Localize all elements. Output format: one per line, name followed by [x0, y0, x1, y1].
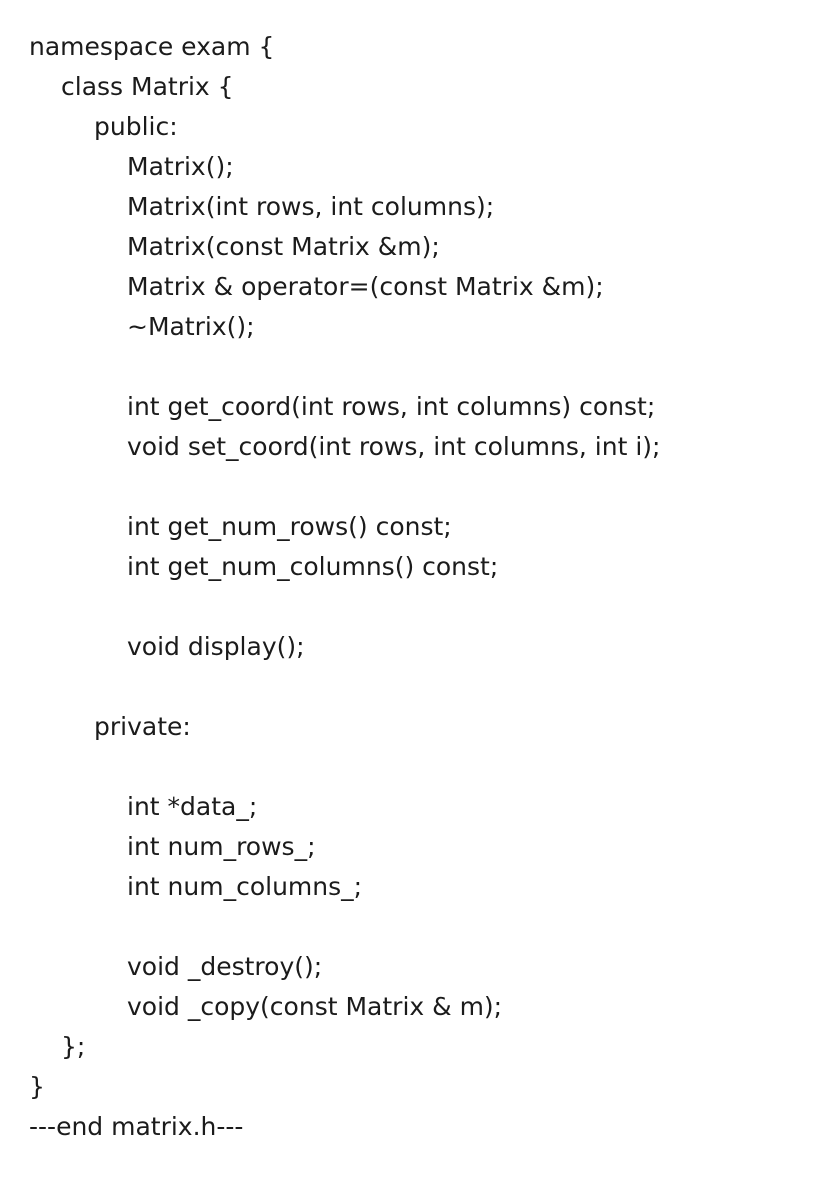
code-line: int *data_; [127, 792, 258, 821]
code-line: int get_coord(int rows, int columns) const; [127, 392, 656, 421]
blank-line [29, 747, 660, 787]
blank-line [29, 907, 660, 947]
blank-line [29, 347, 660, 387]
code-line: int num_rows_; [127, 832, 316, 861]
code-line: Matrix & operator=(const Matrix &m); [127, 272, 604, 301]
code-line: Matrix(int rows, int columns); [127, 192, 495, 221]
code-line: } [29, 1072, 45, 1101]
code-line: int get_num_rows() const; [127, 512, 452, 541]
blank-line [29, 467, 660, 507]
code-line: Matrix(const Matrix &m); [127, 232, 440, 261]
code-line: }; [61, 1032, 86, 1061]
code-line: public: [94, 112, 178, 141]
code-line: void set_coord(int rows, int columns, int i); [127, 432, 661, 461]
code-line: private: [94, 712, 191, 741]
code-line: class Matrix { [61, 72, 234, 101]
code-line: int num_columns_; [127, 872, 363, 901]
code-line: void display(); [127, 632, 305, 661]
code-line: Matrix(); [127, 152, 234, 181]
code-listing [29, 27, 660, 1147]
code-line: void _destroy(); [127, 952, 323, 981]
code-line: namespace exam { [29, 32, 275, 61]
code-line: int get_num_columns() const; [127, 552, 499, 581]
code-line: ~Matrix(); [127, 312, 255, 341]
blank-line [29, 667, 660, 707]
code-line: void _copy(const Matrix & m); [127, 992, 503, 1021]
code-line: ---end matrix.h--- [29, 1112, 244, 1141]
blank-line [29, 587, 660, 627]
